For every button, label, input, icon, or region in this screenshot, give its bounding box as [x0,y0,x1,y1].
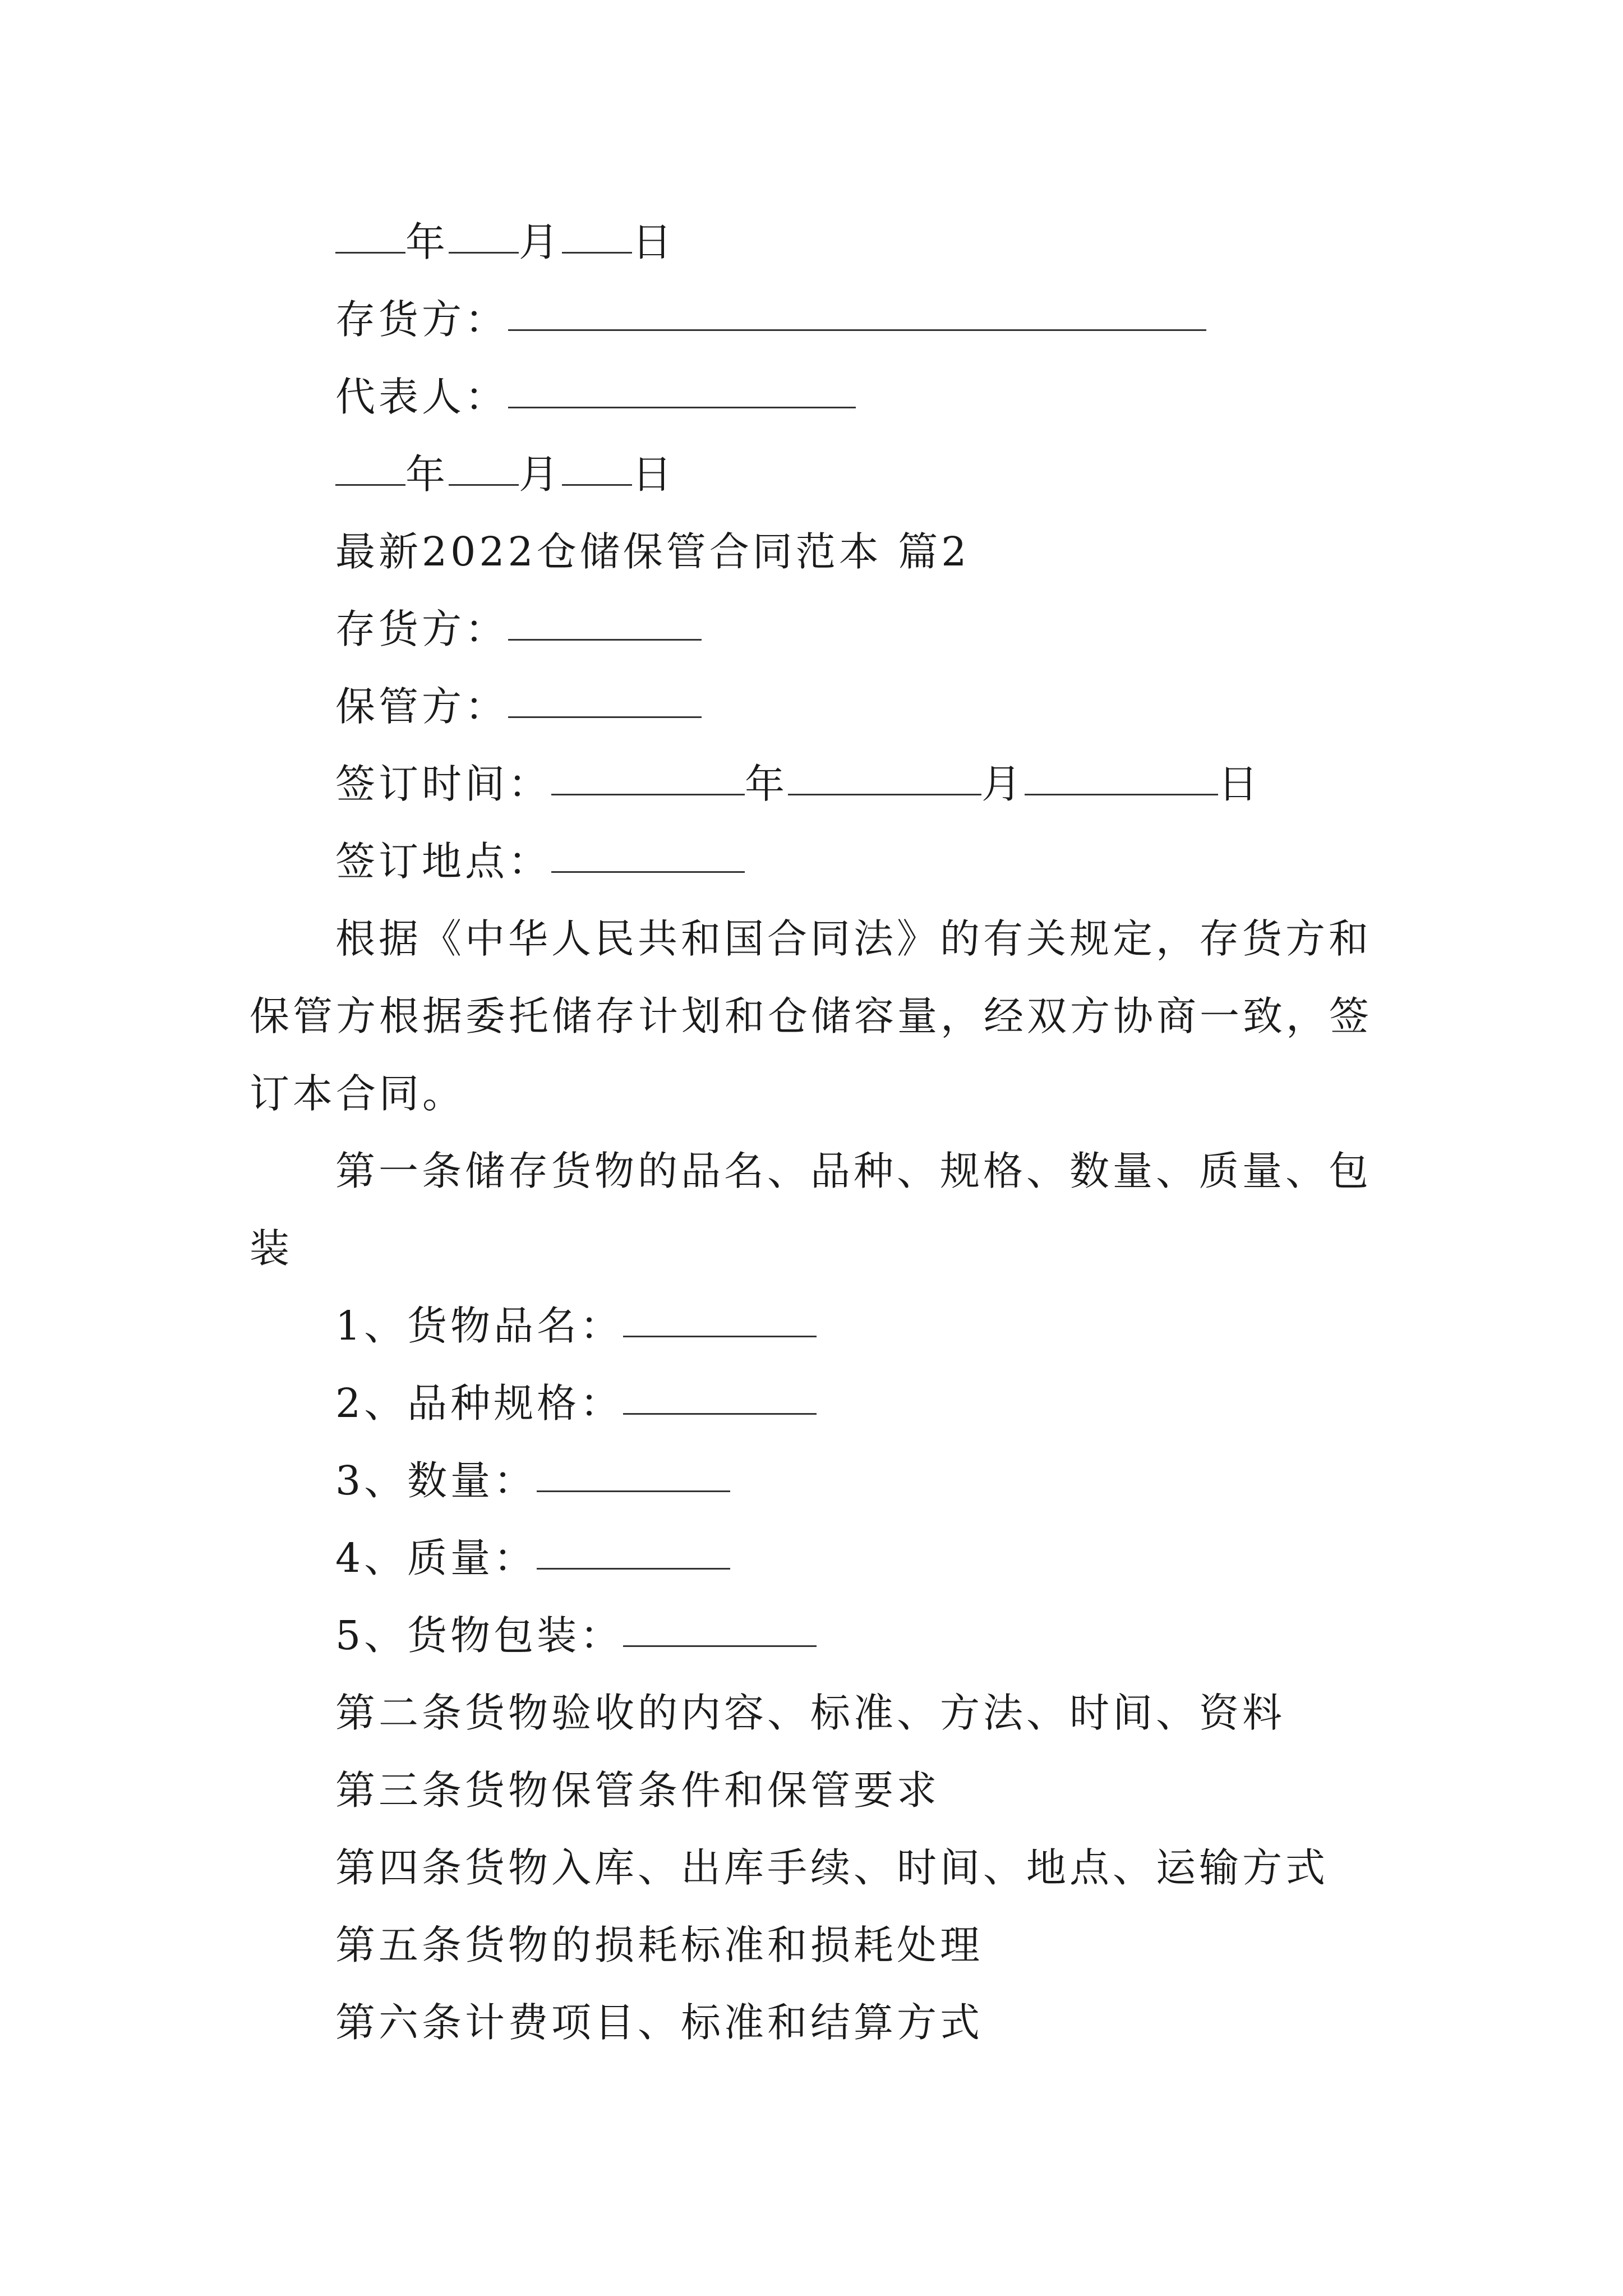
depositor-blank [508,300,1206,331]
item-3-line [335,1447,730,1515]
representative-blank [508,378,856,408]
month-blank [449,455,519,486]
year-label: 年 [405,219,449,265]
article-6: 第六条计费项目、标准和结算方式 [335,1999,984,2046]
item-3-label: 3、数量： [335,1457,537,1504]
item-1-line [335,1292,817,1360]
item-3-blank [537,1461,730,1492]
intro-paragraph-line-1: 根据《中华人民共和国合同法》的有关规定，存货方和 [335,915,1372,962]
day-label: 日 [1218,761,1262,807]
item-5-line [335,1602,817,1669]
day-label: 日 [632,451,676,498]
day-blank [562,223,632,254]
keeper-blank [508,687,702,718]
sign-place-line [335,828,745,895]
year-label: 年 [745,761,789,807]
sign-place-label: 签订地点： [335,838,552,885]
item-1-blank [623,1306,817,1337]
year-blank [335,223,405,254]
item-2-blank [623,1384,817,1415]
depositor-label: 存货方： [335,296,509,343]
sign-time-label: 签订时间： [335,761,552,807]
month-label: 月 [519,219,562,265]
item-2-label: 2、品种规格： [335,1380,624,1427]
keeper-label: 保管方： [335,683,509,730]
representative-label: 代表人： [335,374,509,420]
depositor-blank [508,610,702,641]
representative-line [335,364,856,431]
item-4-line [335,1525,730,1592]
date-line-2 [335,441,675,508]
article-4: 第四条货物入库、出库手续、时间、地点、运输方式 [335,1844,1329,1891]
depositor-line-1 [335,286,1206,353]
item-2-line [335,1370,817,1437]
article-3: 第三条货物保管条件和保管要求 [335,1767,940,1814]
year-blank [551,765,745,795]
month-blank [788,765,981,795]
article-5: 第五条货物的损耗标准和损耗处理 [335,1922,984,1968]
day-label: 日 [632,219,676,265]
year-label: 年 [405,451,449,498]
sign-place-blank [551,842,745,873]
keeper-line [335,673,702,740]
year-blank [335,455,405,486]
article-2: 第二条货物验收的内容、标准、方法、时间、资料 [335,1690,1286,1736]
month-label: 月 [519,451,562,498]
sign-time-line [335,751,1261,818]
intro-paragraph-line-2: 保管方根据委托储存计划和仓储容量，经双方协商一致，签 [250,993,1373,1039]
article-1-line-1: 第一条储存货物的品名、品种、规格、数量、质量、包 [335,1148,1372,1194]
section-heading: 最新2022仓储保管合同范本 篇2 [335,528,970,575]
month-blank [449,223,519,254]
depositor-line-2 [335,596,702,663]
item-4-blank [537,1539,730,1570]
item-1-label: 1、货物品名： [335,1303,624,1349]
day-blank [1025,765,1218,795]
month-label: 月 [981,761,1025,807]
day-blank [562,455,632,486]
date-line-1 [335,209,675,276]
item-4-label: 4、质量： [335,1535,537,1581]
article-1-line-2: 装 [250,1225,293,1272]
intro-paragraph-line-3: 订本合同。 [250,1070,466,1117]
item-5-blank [623,1616,817,1647]
depositor-label: 存货方： [335,606,509,652]
item-5-label: 5、货物包装： [335,1612,624,1659]
